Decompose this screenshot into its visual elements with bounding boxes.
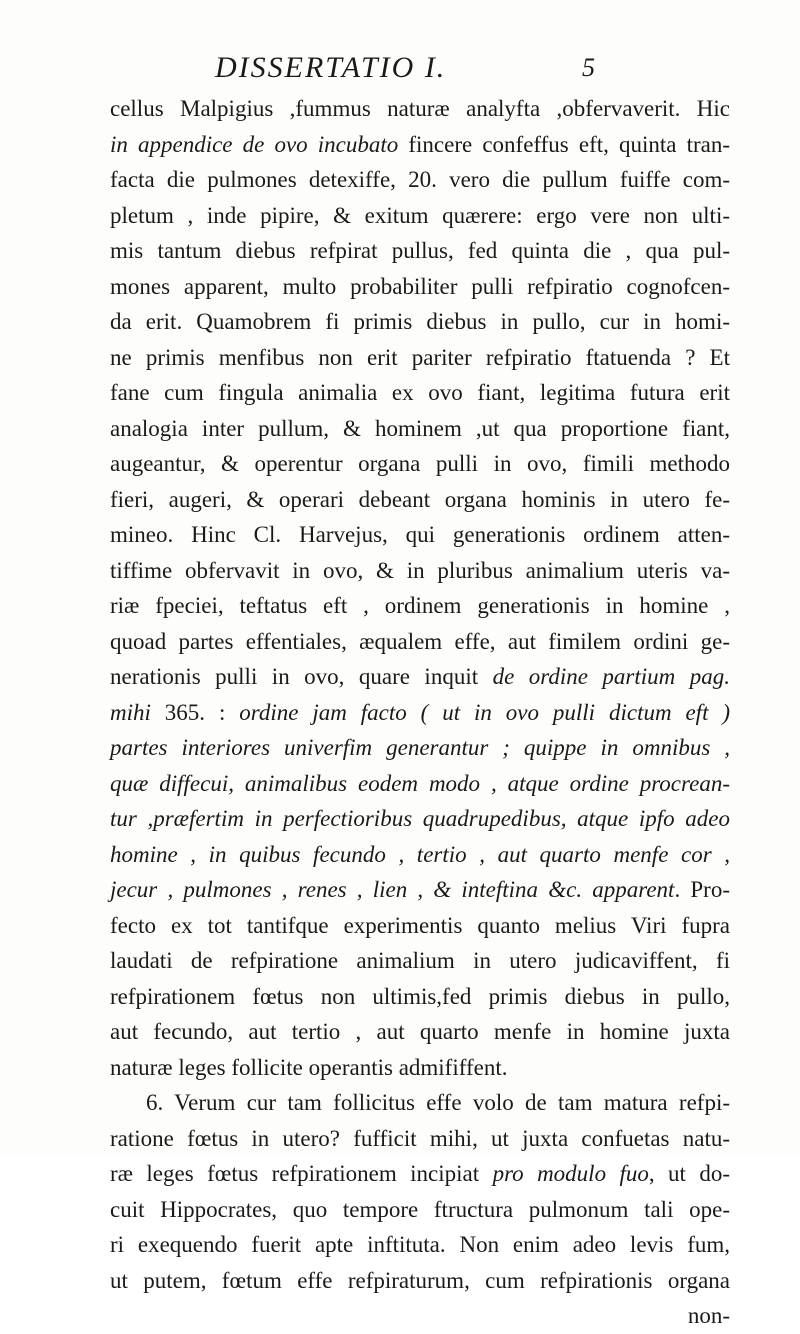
- italic-text: pro modulo fuo: [492, 1161, 649, 1186]
- text-line: [110, 162, 730, 198]
- body-text: [110, 91, 730, 1334]
- text-line: [110, 908, 730, 944]
- text-run: fane cum fingula animalia ex ovo fiant, legitima futura erit: [110, 380, 730, 405]
- text-line: [110, 375, 730, 411]
- italic-text: ordine jam facto ( ut in ovo pulli dictum eft ): [239, 699, 731, 725]
- text-run: ne primis menfibus non erit pariter refpiratio ftatuenda ? Et: [110, 344, 730, 370]
- running-title: DISSERTATIO I.: [215, 51, 447, 84]
- text-run: mineo. Hinc Cl. Harvejus, qui generationis ordinem atten-: [110, 522, 730, 547]
- text-line: [110, 198, 730, 234]
- text-run: tiffime obfervavit in ovo, & in pluribus animalium uteris va-: [110, 557, 730, 583]
- text-run: ut putem, fœtum effe refpiraturum, cum refpirationis organa: [110, 1267, 730, 1293]
- text-line: [110, 1085, 730, 1121]
- text-run: ræ leges fœtus refpirationem incipiat: [110, 1161, 493, 1186]
- text-run: fieri, augeri, & operari debeant organa hominis in utero fe-: [110, 486, 730, 512]
- text-line: [110, 1156, 730, 1192]
- text-run: riæ fpeciei, teftatus eft , ordinem generationis in homine ,: [110, 593, 730, 618]
- text-line: [110, 482, 730, 518]
- text-line: [110, 1121, 730, 1157]
- text-line: [110, 411, 730, 447]
- text-run: quoad partes effentiales, æqualem effe, aut fimilem ordini ge-: [110, 628, 730, 654]
- text-line: [110, 340, 730, 376]
- text-run: ri exequendo fuerit apte inftituta. Non enim adeo levis fum,: [110, 1232, 730, 1257]
- italic-text: mihi: [110, 699, 151, 725]
- text-run: analogia inter pullum, & hominem ,ut qua proportione fiant,: [110, 415, 730, 441]
- text-line: [110, 269, 730, 305]
- italic-text: in appendice de ovo incubato: [110, 131, 399, 157]
- text-line: [110, 233, 730, 269]
- text-line: [110, 659, 730, 695]
- running-head: [215, 48, 595, 88]
- text-run: cellus Malpigius ,fummus naturæ analyfta ,obfervaverit. Hic: [110, 96, 730, 121]
- text-run: fincere confeffus eft, quinta tran-: [398, 131, 730, 157]
- text-line: [110, 1014, 730, 1050]
- text-line: [110, 1298, 730, 1334]
- text-line: [110, 1227, 730, 1263]
- text-run: pletum , inde pipire, & exitum quærere: ergo vere non ulti-: [110, 202, 730, 228]
- text-line: [110, 695, 730, 731]
- text-run: . Pro-: [674, 877, 730, 902]
- text-run: non-: [687, 1303, 730, 1328]
- text-run: mis tantum diebus refpirat pullus, fed quinta die , qua pul-: [110, 238, 730, 263]
- text-line: [110, 588, 730, 624]
- text-line: [110, 730, 730, 766]
- italic-text: quæ diffecui, animalibus eodem modo , atque ordine procrean-: [110, 770, 730, 796]
- text-run: nerationis pulli in ovo, quare inquit: [110, 664, 493, 689]
- italic-text: tur ,præfertim in perfectioribus quadrupedibus, atque ipfo adeo: [110, 806, 730, 831]
- text-run: mones apparent, multo probabiliter pulli refpiratio cognofcen-: [110, 273, 730, 299]
- text-run: augeantur, & operentur organa pulli in ovo, fimili methodo: [110, 451, 730, 476]
- text-run: ratione fœtus in utero? fufficit mihi, ut juxta confuetas natu-: [110, 1125, 730, 1151]
- text-line: [110, 553, 730, 589]
- text-run: da erit. Quamobrem fi primis diebus in pullo, cur in homi-: [110, 309, 730, 334]
- text-run: naturæ leges follicite operantis admififfent.: [110, 1054, 508, 1080]
- italic-text: jecur , pulmones , renes , lien , & inteftina &c. apparent: [110, 877, 675, 902]
- italic-text: homine , in quibus fecundo , tertio , aut quarto menfe cor ,: [110, 841, 730, 867]
- text-line: [110, 872, 730, 908]
- italic-text: de ordine partium pag.: [492, 664, 730, 689]
- text-line: [110, 837, 730, 873]
- text-line: [110, 801, 730, 837]
- text-run: , ut do-: [648, 1161, 730, 1186]
- text-line: [110, 517, 730, 553]
- text-run: aut fecundo, aut tertio , aut quarto menfe in homine juxta: [110, 1019, 730, 1044]
- text-line: [110, 127, 730, 163]
- text-run: facta die pulmones detexiffe, 20. vero die pullum fuiffe com-: [110, 167, 730, 192]
- text-line: [110, 624, 730, 660]
- text-line: [110, 979, 730, 1015]
- page-number: 5: [582, 53, 595, 82]
- text-line: [110, 304, 730, 340]
- text-run: cuit Hippocrates, quo tempore ftructura pulmonum tali ope-: [110, 1196, 730, 1222]
- text-run: 6. Verum cur tam follicitus effe volo de tam matura refpi-: [146, 1090, 730, 1115]
- italic-text: partes interiores univerfim generantur ; quippe in omnibus ,: [110, 735, 730, 760]
- text-line: [110, 1263, 730, 1299]
- text-line: [110, 766, 730, 802]
- text-line: [110, 943, 730, 979]
- text-line: [110, 1050, 730, 1086]
- text-line: [110, 446, 730, 482]
- text-line: [110, 1192, 730, 1228]
- text-run: refpirationem fœtus non ultimis,fed primis diebus in pullo,: [110, 983, 730, 1009]
- text-line: [110, 91, 730, 127]
- text-run: fecto ex tot tantifque experimentis quanto melius Viri fupra: [110, 912, 730, 938]
- text-run: laudati de refpiratione animalium in utero judicaviffent, fi: [110, 948, 730, 973]
- text-run: 365. :: [150, 699, 240, 725]
